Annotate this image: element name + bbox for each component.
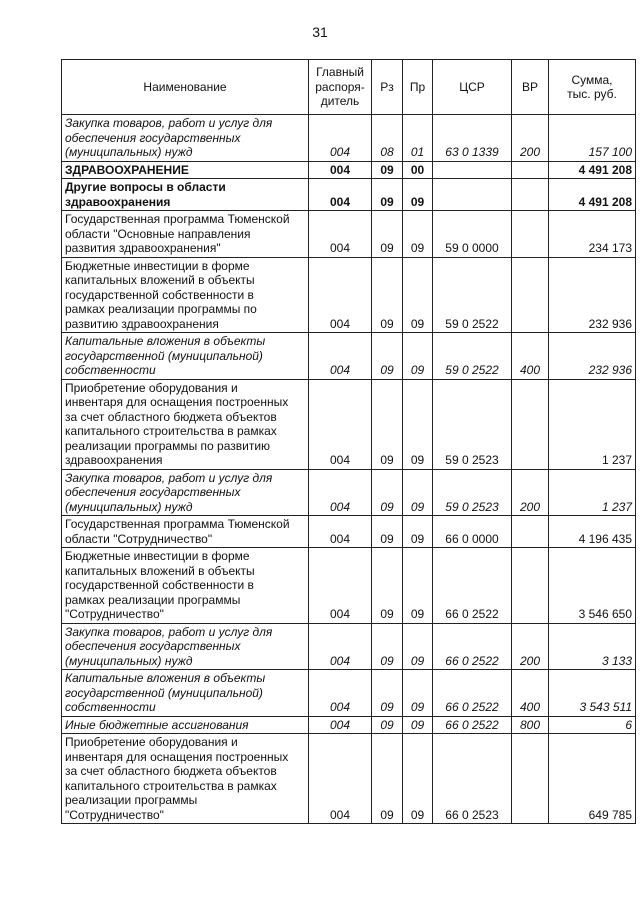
cell-pr: 09	[403, 179, 433, 211]
cell-glav: 004	[309, 161, 372, 179]
cell-rz: 09	[372, 469, 403, 516]
cell-pr: 09	[403, 211, 433, 258]
cell-sum: 232 936	[549, 333, 636, 380]
cell-pr: 09	[403, 623, 433, 670]
page-number: 31	[312, 24, 328, 40]
table-row	[62, 179, 636, 211]
cell-pr: 01	[403, 115, 433, 162]
cell-glav: 004	[309, 516, 372, 548]
header-vr: ВР	[512, 60, 549, 115]
cell-csr: 59 0 0000	[433, 211, 512, 258]
cell-pr: 09	[403, 670, 433, 717]
cell-vr	[512, 257, 549, 333]
cell-rz: 09	[372, 716, 403, 734]
cell-rz: 08	[372, 115, 403, 162]
cell-csr: 59 0 2522	[433, 257, 512, 333]
cell-name: Капитальные вложения в объекты государственной (муниципальной) собственности	[62, 670, 309, 717]
cell-pr: 09	[403, 734, 433, 824]
cell-pr: 09	[403, 469, 433, 516]
cell-rz: 09	[372, 670, 403, 717]
cell-rz: 09	[372, 379, 403, 469]
cell-name: Государственная программа Тюменской области "Основные направления развития здравоохранения"	[62, 211, 309, 258]
cell-vr	[512, 379, 549, 469]
cell-glav: 004	[309, 379, 372, 469]
cell-csr: 66 0 2522	[433, 670, 512, 717]
cell-vr: 200	[512, 623, 549, 670]
cell-csr: 59 0 2523	[433, 469, 512, 516]
cell-csr: 66 0 2522	[433, 548, 512, 624]
cell-sum: 232 936	[549, 257, 636, 333]
cell-glav: 004	[309, 333, 372, 380]
cell-glav: 004	[309, 670, 372, 717]
cell-glav: 004	[309, 623, 372, 670]
cell-csr: 66 0 2522	[433, 716, 512, 734]
table-row	[62, 623, 636, 670]
cell-sum: 1 237	[549, 379, 636, 469]
table-row	[62, 548, 636, 624]
cell-vr: 200	[512, 115, 549, 162]
cell-sum: 3 133	[549, 623, 636, 670]
cell-name: ЗДРАВООХРАНЕНИЕ	[62, 161, 309, 179]
table-body	[62, 115, 636, 824]
cell-sum: 649 785	[549, 734, 636, 824]
cell-rz: 09	[372, 333, 403, 380]
cell-name: Иные бюджетные ассигнования	[62, 716, 309, 734]
table-row	[62, 115, 636, 162]
cell-vr	[512, 516, 549, 548]
cell-csr: 66 0 2522	[433, 623, 512, 670]
cell-sum: 4 491 208	[549, 179, 636, 211]
cell-rz: 09	[372, 179, 403, 211]
cell-name: Бюджетные инвестиции в форме капитальных вложений в объекты государственной собственности в рамках реализации программы "Сотрудничество"	[62, 548, 309, 624]
header-pr: Пр	[403, 60, 433, 115]
table-row	[62, 379, 636, 469]
table-row	[62, 333, 636, 380]
cell-name: Приобретение оборудования и инвентаря для оснащения построенных за счет областного бюджета объектов капитального строительства в рамках реализации программы "Сотрудничество"	[62, 734, 309, 824]
cell-name: Закупка товаров, работ и услуг для обеспечения государственных (муниципальных) нужд	[62, 623, 309, 670]
cell-rz: 09	[372, 257, 403, 333]
table-row	[62, 161, 636, 179]
cell-pr: 00	[403, 161, 433, 179]
cell-sum: 4 491 208	[549, 161, 636, 179]
cell-name: Приобретение оборудования и инвентаря для оснащения построенных за счет областного бюджета объектов капитального строительства в рамках реализации программы по развитию здравоохранения	[62, 379, 309, 469]
cell-sum: 3 546 650	[549, 548, 636, 624]
cell-name: Капитальные вложения в объекты государственной (муниципальной) собственности	[62, 333, 309, 380]
cell-sum: 157 100	[549, 115, 636, 162]
cell-vr	[512, 734, 549, 824]
cell-rz: 09	[372, 161, 403, 179]
table-row	[62, 257, 636, 333]
cell-csr: 63 0 1339	[433, 115, 512, 162]
cell-name: Бюджетные инвестиции в форме капитальных вложений в объекты государственной собственности в рамках реализации программы по развитию здравоохранения	[62, 257, 309, 333]
cell-rz: 09	[372, 734, 403, 824]
cell-csr	[433, 161, 512, 179]
cell-csr	[433, 179, 512, 211]
cell-sum: 4 196 435	[549, 516, 636, 548]
table-row	[62, 516, 636, 548]
cell-name: Другие вопросы в области здравоохранения	[62, 179, 309, 211]
cell-glav: 004	[309, 469, 372, 516]
cell-glav: 004	[309, 179, 372, 211]
table-row	[62, 211, 636, 258]
cell-vr	[512, 548, 549, 624]
cell-glav: 004	[309, 548, 372, 624]
cell-rz: 09	[372, 516, 403, 548]
cell-vr	[512, 211, 549, 258]
cell-rz: 09	[372, 548, 403, 624]
cell-rz: 09	[372, 211, 403, 258]
header-name: Наименование	[62, 60, 309, 115]
cell-sum: 6	[549, 716, 636, 734]
cell-sum: 1 237	[549, 469, 636, 516]
header-csr: ЦСР	[433, 60, 512, 115]
table-header-row	[62, 60, 636, 115]
cell-pr: 09	[403, 333, 433, 380]
header-sum: Сумма, тыс. руб.	[549, 60, 636, 115]
cell-sum: 3 543 511	[549, 670, 636, 717]
cell-vr: 200	[512, 469, 549, 516]
cell-rz: 09	[372, 623, 403, 670]
cell-name: Государственная программа Тюменской области "Сотрудничество"	[62, 516, 309, 548]
cell-glav: 004	[309, 257, 372, 333]
cell-glav: 004	[309, 716, 372, 734]
cell-pr: 09	[403, 516, 433, 548]
header-glav: Главный распоря- дитель	[309, 60, 372, 115]
cell-glav: 004	[309, 734, 372, 824]
cell-pr: 09	[403, 716, 433, 734]
table-row	[62, 670, 636, 717]
table-row	[62, 734, 636, 824]
cell-sum: 234 173	[549, 211, 636, 258]
cell-name: Закупка товаров, работ и услуг для обеспечения государственных (муниципальных) нужд	[62, 115, 309, 162]
budget-table	[61, 59, 636, 824]
cell-vr: 800	[512, 716, 549, 734]
cell-vr	[512, 161, 549, 179]
cell-csr: 59 0 2523	[433, 379, 512, 469]
cell-vr: 400	[512, 333, 549, 380]
cell-glav: 004	[309, 115, 372, 162]
cell-csr: 66 0 2523	[433, 734, 512, 824]
cell-csr: 59 0 2522	[433, 333, 512, 380]
cell-vr	[512, 179, 549, 211]
cell-pr: 09	[403, 548, 433, 624]
cell-pr: 09	[403, 257, 433, 333]
table-row	[62, 716, 636, 734]
cell-pr: 09	[403, 379, 433, 469]
table-row	[62, 469, 636, 516]
header-rz: Рз	[372, 60, 403, 115]
cell-name: Закупка товаров, работ и услуг для обеспечения государственных (муниципальных) нужд	[62, 469, 309, 516]
cell-csr: 66 0 0000	[433, 516, 512, 548]
cell-glav: 004	[309, 211, 372, 258]
cell-vr: 400	[512, 670, 549, 717]
